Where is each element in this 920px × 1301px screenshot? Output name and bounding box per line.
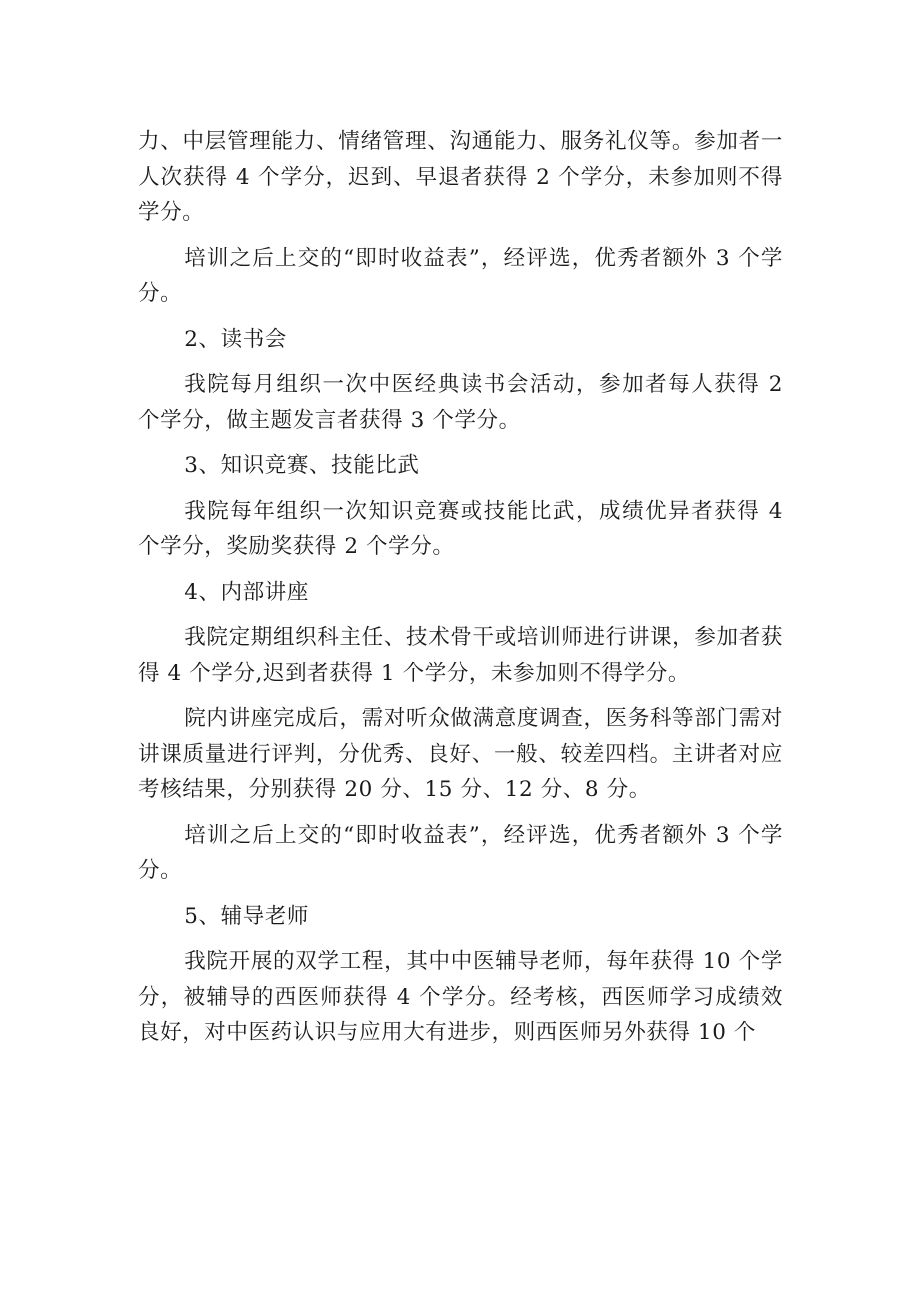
- paragraph-reading-club: 我院每月组织一次中医经典读书会活动，参加者每人获得 2 个学分，做主题发言者获得 3 个学分。: [138, 372, 783, 433]
- paragraph-lecture-evaluation: 院内讲座完成后，需对听众做满意度调查，医务科等部门需对讲课质量进行评判，分优秀、良好、一般、较差四档。主讲者对应考核结果，分别获得 20 分、15 分、12 分、8 分。: [138, 706, 783, 802]
- document-body: [138, 124, 783, 1061]
- section-heading-internal-lecture: 4、内部讲座: [184, 579, 309, 605]
- paragraph-continuation: 力、中层管理能力、情绪管理、沟通能力、服务礼仪等。参加者一人次获得 4 个学分，迟到、早退者获得 2 个学分，未参加则不得学分。: [138, 129, 783, 225]
- section-heading-tutor: 5、辅导老师: [184, 903, 309, 929]
- section-heading-reading-club: 2、读书会: [184, 326, 287, 352]
- paragraph-bonus-credits: 培训之后上交的“即时收益表”，经评选，优秀者额外 3 个学分。: [138, 245, 783, 306]
- section-heading-competition: 3、知识竞赛、技能比武: [184, 453, 420, 478]
- paragraph-internal-lecture: 我院定期组织科主任、技术骨干或培训师进行讲课，参加者获得 4 个学分,迟到者获得 1 个学分，未参加则不得学分。: [138, 625, 783, 686]
- paragraph-lecture-bonus: 培训之后上交的“即时收益表”，经评选，优秀者额外 3 个学分。: [138, 822, 783, 883]
- paragraph-tutor: 我院开展的双学工程，其中中医辅导老师，每年获得 10 个学分，被辅导的西医师获得 4 个学分。经考核，西医师学习成绩效良好，对中医药认识与应用大有进步，则西医师另外获得 10 个: [138, 949, 783, 1045]
- paragraph-competition: 我院每年组织一次知识竞赛或技能比武，成绩优异者获得 4 个学分，奖励奖获得 2 个学分。: [138, 498, 783, 559]
